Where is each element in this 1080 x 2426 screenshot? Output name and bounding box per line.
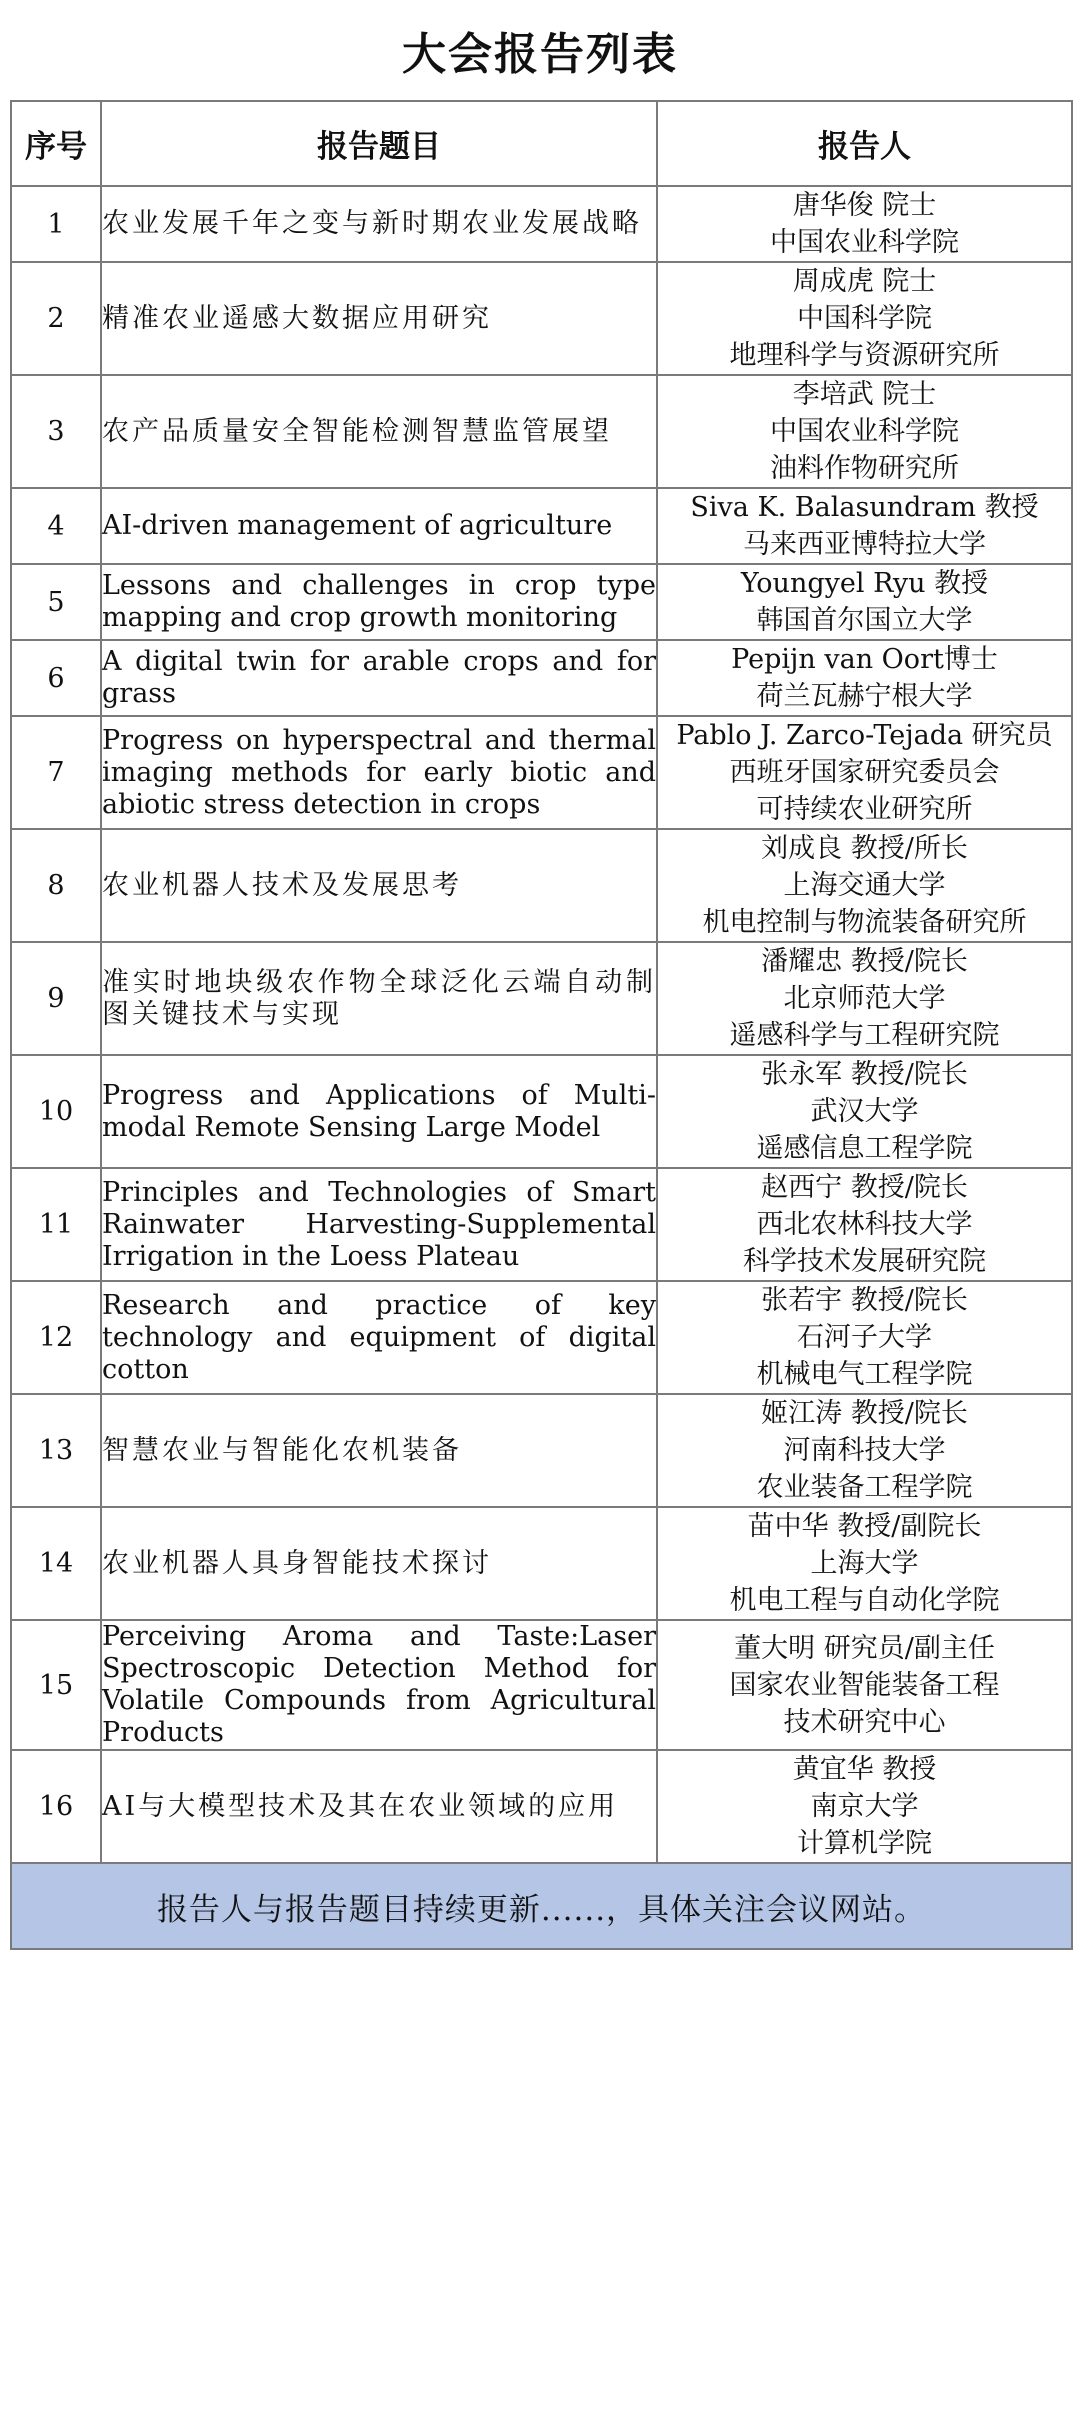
speaker-affiliation: 可持续农业研究所 xyxy=(756,794,973,825)
row-number: 13 xyxy=(11,1394,101,1507)
table-header-row xyxy=(11,101,1072,186)
row-number: 15 xyxy=(11,1620,101,1750)
row-number: 12 xyxy=(11,1281,101,1394)
speaker-cell xyxy=(657,1281,1072,1394)
report-topic: 农产品质量安全智能检测智慧监管展望 xyxy=(101,375,657,488)
speaker-name: 姬江涛 教授/院长 xyxy=(761,1398,968,1429)
row-number: 7 xyxy=(11,716,101,829)
table-row xyxy=(11,488,1072,564)
speaker-name: 黄宜华 教授 xyxy=(792,1754,937,1785)
speaker-name: 唐华俊 院士 xyxy=(792,190,937,221)
speaker-name: 潘耀忠 教授/院长 xyxy=(761,946,968,977)
speaker-affiliation: 遥感信息工程学院 xyxy=(756,1133,973,1164)
report-topic: 农业机器人具身智能技术探讨 xyxy=(101,1507,657,1620)
speaker-name: 董大明 研究员/副主任 xyxy=(734,1632,995,1664)
row-number: 8 xyxy=(11,829,101,942)
speaker-affiliation: 油料作物研究所 xyxy=(770,453,959,484)
speaker-cell xyxy=(657,716,1072,829)
table-row xyxy=(11,262,1072,375)
speaker-cell xyxy=(657,375,1072,488)
speaker-affiliation: 技术研究中心 xyxy=(783,1706,946,1738)
speaker-name: 刘成良 教授/所长 xyxy=(761,833,968,864)
table-row xyxy=(11,564,1072,640)
speaker-affiliation: 西北农林科技大学 xyxy=(756,1209,973,1240)
speaker-cell xyxy=(657,1507,1072,1620)
table-row xyxy=(11,1168,1072,1281)
speaker-name: 张永军 教授/院长 xyxy=(761,1059,968,1090)
speaker-affiliation: 国家农业智能装备工程 xyxy=(729,1669,1000,1701)
speaker-affiliation: 南京大学 xyxy=(810,1791,919,1822)
report-topic: Principles and Technologies of Smart Rainwater Harvesting-Supplemental Irrigation in the Loess Plateau xyxy=(101,1168,657,1281)
speaker-cell xyxy=(657,488,1072,564)
row-number: 1 xyxy=(11,186,101,262)
speaker-affiliation: 武汉大学 xyxy=(810,1096,919,1127)
row-number: 9 xyxy=(11,942,101,1055)
speaker-name: 张若宇 教授/院长 xyxy=(761,1285,968,1316)
report-topic: A digital twin for arable crops and for grass xyxy=(101,640,657,716)
speaker-affiliation: 石河子大学 xyxy=(797,1322,932,1353)
table-row xyxy=(11,1394,1072,1507)
speaker-cell xyxy=(657,564,1072,640)
report-table xyxy=(10,100,1073,1950)
speaker-name: Pablo J. Zarco-Tejada 研究员 xyxy=(676,720,1053,751)
speaker-affiliation: 北京师范大学 xyxy=(783,983,946,1014)
report-topic: 农业机器人技术及发展思考 xyxy=(101,829,657,942)
page-title: 大会报告列表 xyxy=(402,29,678,80)
row-number: 11 xyxy=(11,1168,101,1281)
report-topic: Progress and Applications of Multi-modal Remote Sensing Large Model xyxy=(101,1055,657,1168)
table-row xyxy=(11,716,1072,829)
speaker-affiliation: 上海交通大学 xyxy=(783,870,946,901)
speaker-cell xyxy=(657,829,1072,942)
row-number: 2 xyxy=(11,262,101,375)
speaker-name: 李培武 院士 xyxy=(792,379,937,410)
speaker-affiliation: 机械电气工程学院 xyxy=(756,1359,973,1390)
table-row xyxy=(11,829,1072,942)
table-row xyxy=(11,375,1072,488)
speaker-affiliation: 计算机学院 xyxy=(797,1828,932,1859)
speaker-cell xyxy=(657,186,1072,262)
speaker-cell xyxy=(657,1168,1072,1281)
speaker-cell xyxy=(657,640,1072,716)
speaker-affiliation: 机电工程与自动化学院 xyxy=(729,1585,1000,1616)
speaker-affiliation: 农业装备工程学院 xyxy=(756,1472,973,1503)
speaker-name: 周成虎 院士 xyxy=(792,266,937,297)
report-topic: 农业发展千年之变与新时期农业发展战略 xyxy=(101,186,657,262)
header-no: 序号 xyxy=(11,101,101,186)
header-topic: 报告题目 xyxy=(101,101,657,186)
row-number: 14 xyxy=(11,1507,101,1620)
row-number: 6 xyxy=(11,640,101,716)
speaker-affiliation: 上海大学 xyxy=(810,1548,919,1579)
speaker-affiliation: 荷兰瓦赫宁根大学 xyxy=(756,681,973,712)
speaker-affiliation: 中国科学院 xyxy=(797,303,932,334)
report-topic: AI-driven management of agriculture xyxy=(101,488,657,564)
table-row xyxy=(11,640,1072,716)
speaker-cell xyxy=(657,1055,1072,1168)
report-topic: AI与大模型技术及其在农业领域的应用 xyxy=(101,1750,657,1863)
speaker-cell xyxy=(657,262,1072,375)
speaker-name: Pepijn van Oort博士 xyxy=(731,644,998,675)
speaker-affiliation: 机电控制与物流装备研究所 xyxy=(702,907,1027,938)
table-row xyxy=(11,1281,1072,1394)
speaker-affiliation: 中国农业科学院 xyxy=(770,416,959,447)
speaker-cell xyxy=(657,942,1072,1055)
table-row xyxy=(11,1750,1072,1863)
report-topic: Research and practice of key technology and equipment of digital cotton xyxy=(101,1281,657,1394)
speaker-name: Youngyel Ryu 教授 xyxy=(740,568,989,599)
speaker-cell xyxy=(657,1750,1072,1863)
table-row xyxy=(11,1055,1072,1168)
speaker-name: 赵西宁 教授/院长 xyxy=(761,1172,968,1203)
speaker-cell xyxy=(657,1620,1072,1750)
speaker-name: 苗中华 教授/副院长 xyxy=(747,1511,982,1542)
row-number: 16 xyxy=(11,1750,101,1863)
report-topic: Perceiving Aroma and Taste:Laser Spectroscopic Detection Method for Volatile Compounds from Agricultural Products xyxy=(102,1621,656,1748)
table-row xyxy=(11,186,1072,262)
speaker-name: Siva K. Balasundram 教授 xyxy=(690,492,1039,523)
speaker-affiliation: 地理科学与资源研究所 xyxy=(729,340,1000,371)
report-topic: Lessons and challenges in crop type mapping and crop growth monitoring xyxy=(101,564,657,640)
speaker-affiliation: 河南科技大学 xyxy=(783,1435,946,1466)
header-speaker: 报告人 xyxy=(657,101,1072,186)
update-notice: 报告人与报告题目持续更新......，具体关注会议网站。 xyxy=(11,1863,1072,1949)
row-number: 10 xyxy=(11,1055,101,1168)
speaker-affiliation: 韩国首尔国立大学 xyxy=(756,605,973,636)
speaker-affiliation: 中国农业科学院 xyxy=(770,227,959,258)
report-topic: Progress on hyperspectral and thermal imaging methods for early biotic and abiotic stress detection in crops xyxy=(101,716,657,829)
table-row xyxy=(11,942,1072,1055)
row-number: 3 xyxy=(11,375,101,488)
row-number: 4 xyxy=(11,488,101,564)
report-topic: 精准农业遥感大数据应用研究 xyxy=(101,262,657,375)
speaker-affiliation: 马来西亚博特拉大学 xyxy=(743,529,986,560)
speaker-affiliation: 科学技术发展研究院 xyxy=(743,1246,986,1277)
table-row xyxy=(11,1620,1072,1750)
report-topic: 智慧农业与智能化农机装备 xyxy=(101,1394,657,1507)
speaker-affiliation: 遥感科学与工程研究院 xyxy=(729,1020,1000,1051)
row-number: 5 xyxy=(11,564,101,640)
speaker-cell xyxy=(657,1394,1072,1507)
table-footer-row xyxy=(11,1863,1072,1949)
report-topic: 准实时地块级农作物全球泛化云端自动制图关键技术与实现 xyxy=(101,942,657,1055)
speaker-affiliation: 西班牙国家研究委员会 xyxy=(729,757,1000,788)
table-row xyxy=(11,1507,1072,1620)
